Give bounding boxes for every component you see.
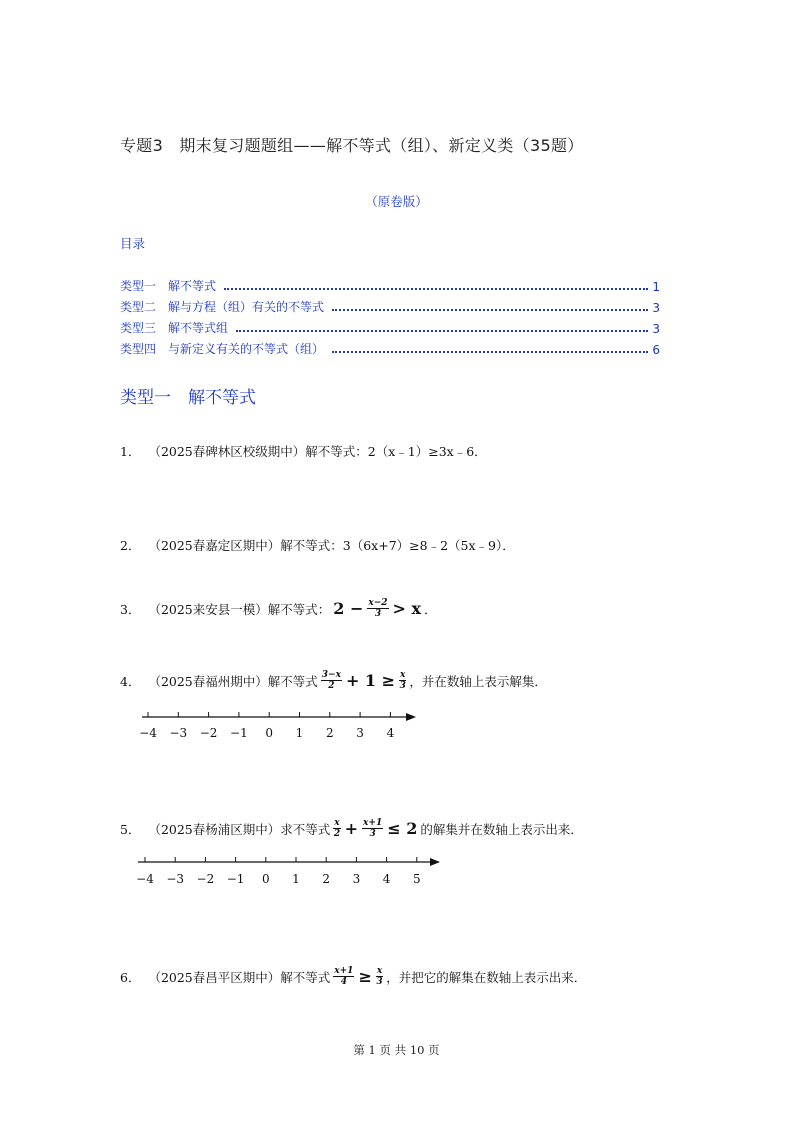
question-text: （2025春碑林区校级期中）解不等式：2（x﹣1）≥3x﹣6． [148,444,487,459]
axis-tick-label: 0 [261,872,270,886]
question-suffix: ． [424,601,437,617]
question-text: （2025春福州期中）解不等式 [148,673,318,689]
question-text: （2025来安县一模）解不等式： [148,601,331,617]
toc-item-page: 3 [652,301,660,315]
toc-leader-dots [236,330,648,332]
toc-item-page: 3 [652,322,660,336]
toc-item-page: 6 [652,343,660,357]
fraction-denominator: 3 [399,681,406,691]
toc-item-label: 类型二 解与方程（组）有关的不等式 [120,300,325,314]
math-expression [331,598,423,619]
fraction-numerator: x+1 [363,818,383,828]
axis-tick-label: −4 [139,726,157,740]
math-term: ≥ [358,967,372,986]
toc-item-label: 类型四 与新定义有关的不等式（组） [120,342,325,356]
toc-item[interactable] [120,318,660,336]
page-footer: 第 1 页 共 10 页 [353,1043,440,1057]
fraction-numerator: x+1 [334,966,354,976]
fraction [333,818,340,839]
number-line-2 [128,852,448,892]
math-expression [331,818,419,839]
math-expression [319,670,409,691]
axis-tick-label: −2 [199,726,218,740]
question-number: 2． [120,538,141,553]
question-5 [120,818,583,839]
question-text: （2025春杨浦区期中）求不等式 [148,821,331,837]
axis-tick-label: 1 [292,872,300,886]
fraction-denominator: 2 [328,681,335,691]
question-number: 4． [120,673,141,689]
axis-tick-label: −1 [230,726,248,740]
axis-tick-label: −1 [226,872,245,886]
toc-item[interactable] [120,339,660,357]
math-term: + 1 ≥ [345,671,396,690]
question-suffix: 的解集并在数轴上表示出来． [420,821,583,837]
math-expression [331,966,385,987]
fraction [376,966,383,987]
fraction-numerator: 3−x [321,670,341,680]
toc-item[interactable] [120,297,660,315]
math-term: > x [392,599,422,618]
fraction-numerator: x [334,818,340,828]
fraction-numerator: x−2 [368,598,388,608]
fraction [367,598,388,619]
question-suffix: ，并把它的解集在数轴上表示出来． [386,969,587,985]
fraction [333,966,354,987]
axis-tick-label: 5 [412,872,421,886]
question-3 [120,598,437,619]
page-title: 专题3 期末复习题题组——解不等式（组）、新定义类（35题） [120,136,584,155]
question-text: （2025春嘉定区期中）解不等式：3（6x+7）≥8﹣2（5x﹣9）． [148,538,515,553]
toc-item-label: 类型三 解不等式组 [120,321,229,335]
fraction-denominator: 3 [374,609,382,619]
question-text: （2025春昌平区期中）解不等式 [148,969,331,985]
page-subtitle: （原卷版） [365,194,428,209]
fraction-denominator: 4 [340,977,347,987]
fraction [321,670,342,691]
toc-leader-dots [332,309,648,311]
question-1 [120,442,487,460]
axis-tick-label: −3 [169,726,188,740]
axis-tick-label: 4 [382,872,391,886]
axis-tick-label: 2 [322,872,331,886]
fraction [362,818,383,839]
axis-tick-label: 3 [356,726,364,740]
axis-tick-label: 2 [325,726,334,740]
question-2 [120,536,515,554]
axis-tick-label: −4 [136,872,154,886]
math-term: + [344,819,359,838]
toc-item-page: 1 [652,280,660,294]
fraction [399,670,406,691]
toc-item[interactable] [120,276,660,294]
axis-tick-label: 0 [265,726,274,740]
fraction-denominator: 3 [376,977,383,987]
toc-leader-dots [332,351,648,353]
axis-tick-label: 3 [352,872,361,886]
question-number: 5． [120,821,141,837]
toc-leader-dots [224,288,648,290]
question-number: 1． [120,444,141,459]
axis-tick-label: −3 [166,872,185,886]
question-number: 6． [120,969,141,985]
question-4 [120,670,547,691]
question-suffix: ，并在数轴上表示解集． [409,673,547,689]
fraction-denominator: 3 [369,829,376,839]
number-line-1 [130,705,430,745]
axis-arrow-icon [430,858,440,866]
toc-item-label: 类型一 解不等式 [120,279,217,293]
fraction-denominator: 2 [333,829,341,839]
axis-arrow-icon [406,713,416,721]
axis-tick-label: −2 [196,872,215,886]
question-number: 3． [120,601,141,617]
toc-heading: 目录 [120,236,146,251]
question-6 [120,966,586,987]
math-term: ≤ 2 [387,819,418,838]
fraction-numerator: x [400,670,406,680]
axis-tick-label: 4 [386,726,395,740]
axis-tick-label: 1 [295,726,304,740]
section-heading: 类型一 解不等式 [120,388,256,408]
fraction-numerator: x [376,966,383,976]
math-term: 2 − [333,599,364,618]
